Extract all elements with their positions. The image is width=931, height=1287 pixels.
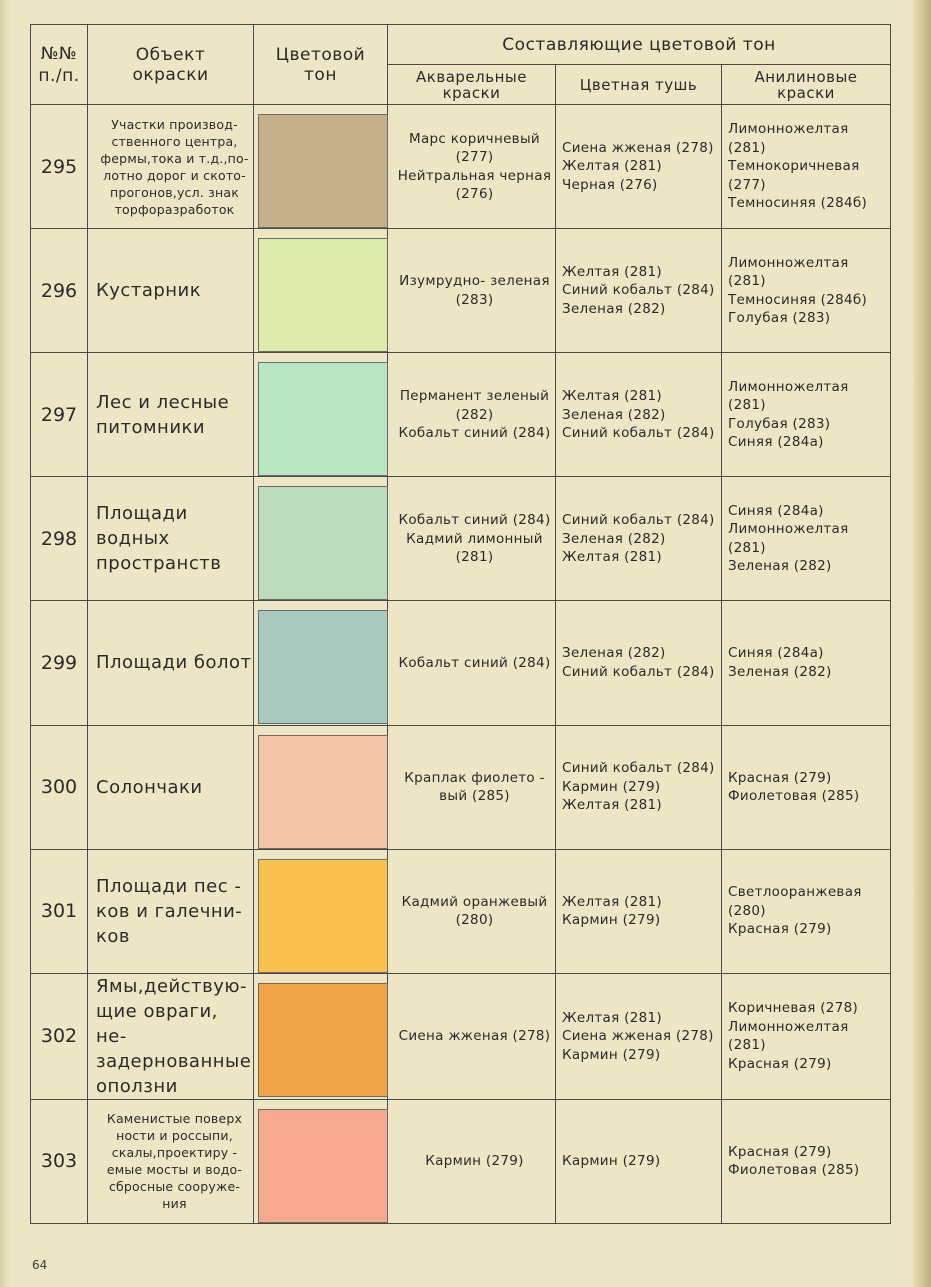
watercolor-cell xyxy=(388,725,556,849)
row-number: 299 xyxy=(31,601,88,725)
row-number: 302 xyxy=(31,973,88,1099)
object-cell xyxy=(88,1099,254,1223)
aniline-line: (281) xyxy=(728,539,766,556)
object-header-line: Объект xyxy=(135,44,206,65)
watercolor-cell xyxy=(388,849,556,973)
aniline-line: Красная (279) xyxy=(728,1143,832,1160)
row-number: 295 xyxy=(31,105,88,229)
ink-cell xyxy=(556,229,722,353)
number-header-line: №№ xyxy=(40,43,78,64)
row-number: 303 xyxy=(31,1099,88,1223)
color-swatch xyxy=(258,735,388,849)
swatch-cell xyxy=(254,229,388,353)
aniline-line: Красная (279) xyxy=(728,1055,832,1072)
object-cell xyxy=(88,105,254,229)
aniline-line: Лимонножелтая xyxy=(728,254,849,271)
object-line: ния xyxy=(162,1196,187,1212)
watercolor-line: Кармин (279) xyxy=(425,1153,524,1170)
aniline-cell xyxy=(722,1099,891,1223)
aniline-line: Голубая (283) xyxy=(728,310,831,327)
watercolor-line: Кадмий лимонный xyxy=(406,530,543,547)
object-line: ков xyxy=(96,925,130,947)
row-number: 298 xyxy=(31,477,88,601)
aniline-cell xyxy=(722,477,891,601)
color-swatch xyxy=(258,610,388,724)
ink-line: Синий кобальт (284) xyxy=(562,663,715,680)
page-number: 64 xyxy=(32,1258,48,1272)
color-swatch xyxy=(258,983,388,1097)
object-line: водных xyxy=(96,528,170,550)
swatch-cell xyxy=(254,849,388,973)
ink-line: Синий кобальт (284) xyxy=(562,512,715,529)
watercolor-header-line: краски xyxy=(442,83,501,102)
header-row-top xyxy=(31,25,891,65)
aniline-line: Красная (279) xyxy=(728,921,832,938)
aniline-line: Лимонножелтая xyxy=(728,378,849,395)
object-line: фермы,тока и т.д.,по- xyxy=(100,150,249,166)
color-swatch xyxy=(258,1109,388,1223)
ink-line: Сиена жженая (278) xyxy=(562,139,714,156)
ink-line: Кармин (279) xyxy=(562,912,661,929)
watercolor-line: Марс коричневый xyxy=(409,130,540,147)
aniline-line: Фиолетовая (285) xyxy=(728,1162,860,1179)
watercolor-cell xyxy=(388,105,556,229)
page-edge-left xyxy=(0,0,10,1287)
aniline-line: Голубая (283) xyxy=(728,415,831,432)
object-line: торфоразработок xyxy=(114,201,235,217)
tone-header xyxy=(254,25,388,105)
watercolor-line: Краплак фиолето - xyxy=(404,769,545,786)
table-row xyxy=(31,105,891,229)
object-line: ственного центра, xyxy=(111,133,238,149)
ink-header: Цветная тушь xyxy=(556,65,722,105)
ink-line: Синий кобальт (284) xyxy=(562,282,715,299)
table-row xyxy=(31,229,891,353)
aniline-line: Синяя (284а) xyxy=(728,645,824,662)
ink-cell xyxy=(556,1099,722,1223)
swatch-cell xyxy=(254,973,388,1099)
ink-cell xyxy=(556,105,722,229)
ink-cell xyxy=(556,973,722,1099)
ink-line: Желтая (281) xyxy=(562,797,662,814)
watercolor-line: Изумрудно- зеленая xyxy=(399,273,550,290)
color-swatch xyxy=(258,238,388,352)
ink-line: Зеленая (282) xyxy=(562,406,666,423)
swatch-cell xyxy=(254,1099,388,1223)
row-number: 301 xyxy=(31,849,88,973)
object-cell xyxy=(88,973,254,1099)
object-line: Лес и лесные xyxy=(96,391,230,413)
swatch-cell xyxy=(254,477,388,601)
table-row xyxy=(31,353,891,477)
object-line: сбросные сооруже- xyxy=(108,1179,241,1195)
aniline-line: Темносиняя (284б) xyxy=(728,291,868,308)
object-line: задернованные xyxy=(96,1050,252,1072)
object-line: оползни xyxy=(96,1075,178,1097)
object-cell xyxy=(88,849,254,973)
object-line: Ямы,действую- xyxy=(96,975,248,997)
object-line: Площади болот xyxy=(96,652,252,674)
watercolor-line: (282) xyxy=(455,406,494,423)
watercolor-header xyxy=(388,65,556,105)
object-line: Участки производ- xyxy=(111,116,238,132)
swatch-cell xyxy=(254,725,388,849)
object-cell xyxy=(88,477,254,601)
ink-line: Желтая (281) xyxy=(562,1009,662,1026)
aniline-line: Темносиняя (284б) xyxy=(728,195,868,212)
watercolor-line: (276) xyxy=(455,186,494,203)
aniline-line: Синяя (284а) xyxy=(728,434,824,451)
swatch-cell xyxy=(254,105,388,229)
color-swatch xyxy=(258,362,388,476)
aniline-line: Коричневая (278) xyxy=(728,1000,859,1017)
aniline-cell xyxy=(722,725,891,849)
watercolor-line: Перманент зеленый xyxy=(399,388,550,405)
color-table xyxy=(30,24,891,1224)
aniline-line: Светлооранжевая xyxy=(728,884,862,901)
ink-line: Желтая (281) xyxy=(562,549,662,566)
ink-line: Желтая (281) xyxy=(562,158,662,175)
object-line: лотно дорог и ското- xyxy=(103,167,246,183)
ink-line: Синий кобальт (284) xyxy=(562,760,715,777)
components-header: Составляющие цветовой тон xyxy=(388,25,891,65)
aniline-cell xyxy=(722,105,891,229)
aniline-line: Зеленая (282) xyxy=(728,663,832,680)
watercolor-cell xyxy=(388,353,556,477)
ink-line: Кармин (279) xyxy=(562,1046,661,1063)
object-line: питомники xyxy=(96,416,206,438)
aniline-line: Лимонножелтая xyxy=(728,521,849,538)
object-line: Кустарник xyxy=(96,280,202,302)
ink-line: Кармин (279) xyxy=(562,778,661,795)
watercolor-cell xyxy=(388,601,556,725)
object-line: Каменистые поверх xyxy=(106,1111,243,1127)
color-swatch xyxy=(258,859,388,973)
watercolor-line: Кадмий оранжевый xyxy=(401,893,548,910)
ink-line: Зеленая (282) xyxy=(562,530,666,547)
ink-line: Желтая (281) xyxy=(562,263,662,280)
table-row xyxy=(31,725,891,849)
watercolor-cell xyxy=(388,229,556,353)
object-line: пространств xyxy=(96,553,222,575)
table-row xyxy=(31,477,891,601)
aniline-line: Темнокоричневая xyxy=(728,158,860,175)
aniline-line: Зеленая (282) xyxy=(728,558,832,575)
object-cell xyxy=(88,601,254,725)
page-edge-right xyxy=(913,0,931,1287)
object-line: прогонов,усл. знак xyxy=(110,184,239,200)
object-line: емые мосты и водо- xyxy=(106,1162,243,1178)
color-swatch xyxy=(258,486,388,600)
object-cell xyxy=(88,725,254,849)
watercolor-line: (280) xyxy=(455,912,494,929)
ink-cell xyxy=(556,477,722,601)
watercolor-line: Кобальт синий (284) xyxy=(398,654,551,671)
watercolor-line: (281) xyxy=(455,549,494,566)
table-row xyxy=(31,973,891,1099)
table-row xyxy=(31,1099,891,1223)
aniline-cell xyxy=(722,601,891,725)
aniline-header xyxy=(722,65,891,105)
watercolor-line: Кобальт синий (284) xyxy=(398,425,551,442)
aniline-line: (280) xyxy=(728,902,766,919)
ink-cell xyxy=(556,353,722,477)
object-line: Площади пес - xyxy=(96,875,242,897)
ink-line: Черная (276) xyxy=(562,176,658,193)
watercolor-line: вый (285) xyxy=(439,788,510,805)
ink-line: Сиена жженая (278) xyxy=(562,1028,714,1045)
watercolor-line: Кобальт синий (284) xyxy=(398,512,551,529)
object-cell xyxy=(88,229,254,353)
ink-cell xyxy=(556,725,722,849)
ink-line: Желтая (281) xyxy=(562,893,662,910)
object-cell xyxy=(88,353,254,477)
object-header xyxy=(88,25,254,105)
aniline-line: (281) xyxy=(728,397,766,414)
aniline-line: Лимонножелтая xyxy=(728,121,849,138)
row-number: 300 xyxy=(31,725,88,849)
aniline-cell xyxy=(722,353,891,477)
watercolor-line: Сиена жженая (278) xyxy=(398,1028,551,1045)
object-header-line: окраски xyxy=(132,64,209,85)
aniline-line: (277) xyxy=(728,176,766,193)
ink-line: Желтая (281) xyxy=(562,388,662,405)
aniline-line: (281) xyxy=(728,273,766,290)
color-swatch xyxy=(258,114,388,228)
ink-line: Синий кобальт (284) xyxy=(562,425,715,442)
table-body xyxy=(31,105,891,1224)
swatch-cell xyxy=(254,601,388,725)
aniline-cell xyxy=(722,849,891,973)
watercolor-line: Нейтральная черная xyxy=(397,167,552,184)
aniline-line: Лимонножелтая xyxy=(728,1018,849,1035)
watercolor-line: (277) xyxy=(455,149,494,166)
watercolor-header-line: Акварельные xyxy=(416,67,527,86)
object-line: ков и галечни- xyxy=(96,900,243,922)
aniline-header-line: краски xyxy=(777,83,835,102)
tone-header-line: тон xyxy=(304,64,337,85)
watercolor-cell xyxy=(388,973,556,1099)
object-line: щие овраги, не- xyxy=(96,1000,218,1047)
object-line: скалы,проектиру - xyxy=(111,1145,238,1161)
row-number: 296 xyxy=(31,229,88,353)
aniline-line: Фиолетовая (285) xyxy=(728,788,860,805)
ink-cell xyxy=(556,849,722,973)
aniline-line: Синяя (284а) xyxy=(728,502,824,519)
number-header-line: п./п. xyxy=(38,65,80,86)
aniline-cell xyxy=(722,973,891,1099)
watercolor-line: (283) xyxy=(455,291,494,308)
row-number: 297 xyxy=(31,353,88,477)
aniline-line: (281) xyxy=(728,139,766,156)
aniline-line: Красная (279) xyxy=(728,769,832,786)
object-line: Солончаки xyxy=(96,776,203,798)
watercolor-cell xyxy=(388,477,556,601)
ink-line: Зеленая (282) xyxy=(562,645,666,662)
aniline-line: (281) xyxy=(728,1037,766,1054)
object-line: Площади xyxy=(96,503,188,525)
number-header xyxy=(31,25,88,105)
table-row xyxy=(31,849,891,973)
ink-cell xyxy=(556,601,722,725)
table-row xyxy=(31,601,891,725)
ink-line: Зеленая (282) xyxy=(562,300,666,317)
object-line: ности и россыпи, xyxy=(116,1128,233,1144)
watercolor-cell xyxy=(388,1099,556,1223)
tone-header-line: Цветовой xyxy=(275,44,366,65)
aniline-cell xyxy=(722,229,891,353)
swatch-cell xyxy=(254,353,388,477)
aniline-header-line: Анилиновые xyxy=(754,67,858,86)
ink-line: Кармин (279) xyxy=(562,1153,661,1170)
